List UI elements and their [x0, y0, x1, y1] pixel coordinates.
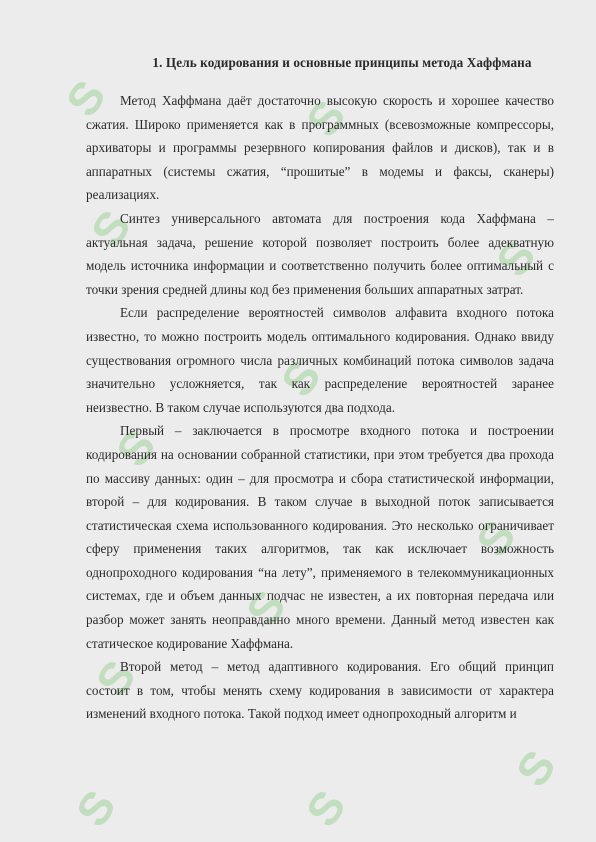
document-body — [86, 55, 554, 726]
svg-text:S: S — [295, 90, 356, 146]
svg-text:S: S — [65, 780, 126, 836]
svg-text:S: S — [485, 230, 546, 286]
svg-text:S: S — [235, 580, 296, 636]
svg-text:S: S — [55, 70, 116, 126]
svg-text:S: S — [465, 510, 526, 566]
paragraph-5: Второй метод – метод адаптивного кодирования. Его общий принцип состоит в том, чтобы менять схему кодирования в зависимости от характера изменений входного потока. Такой подход имеет однопроходный алгоритм и — [86, 659, 554, 722]
paragraph-3: Если распределение вероятностей символов алфавита входного потока известно, то можно построить модель оптимального кодирования. Однако ввиду существования огромного числа различных комбинаций потока символов задача значительно усложняется, так как распределение вероятностей заранее неизвестно. В таком случае используются два подхода. — [86, 305, 554, 415]
paragraph-4: Первый – заключается в просмотре входного потока и построении кодирования на основании собранной статистики, при этом требуется два прохода по массиву данных: один – для просмотра и сбора статистической информации, второй – для кодирования. В таком случае в выходной поток записывается статистическая схема использованного кодирования. Это несколько ограничивает сферу применения таких алгоритмов, так как исключает возможность однопроходного кодирования “на лету”, применяемого в телекоммуникационных системах, где и объем данных подчас не известен, а их повторная передача или разбор может занять неоправданно много времени. Данный метод известен как статическое кодирование Хаффмана. — [86, 423, 554, 651]
svg-text:S: S — [80, 200, 141, 256]
svg-text:S: S — [505, 740, 566, 796]
paragraph-2: Синтез универсального автомата для построения кода Хаффмана – актуальная задача, решение которой позволяет построить более адекватную модель источника информации и соответственно получить более оптимальный с точки зрения средней длины код без применения больших аппаратных затрат. — [86, 210, 554, 297]
svg-text:S: S — [295, 780, 356, 836]
svg-text:S: S — [270, 350, 331, 406]
paragraph-1: Метод Хаффмана даёт достаточно высокую скорость и хорошее качество сжатия. Широко применяется как в программных (всевозможные компрессоры, архиваторы и программы резервного копирования файлов и дисков), так и в аппаратных (системы сжатия, “прошитые” в модемы и факсы, сканеры) реализациях. — [86, 93, 554, 203]
section-title: 1. Цель кодирования и основные принципы метода Хаффмана — [152, 55, 532, 70]
svg-text:S: S — [85, 650, 146, 706]
svg-text:S: S — [105, 420, 166, 476]
